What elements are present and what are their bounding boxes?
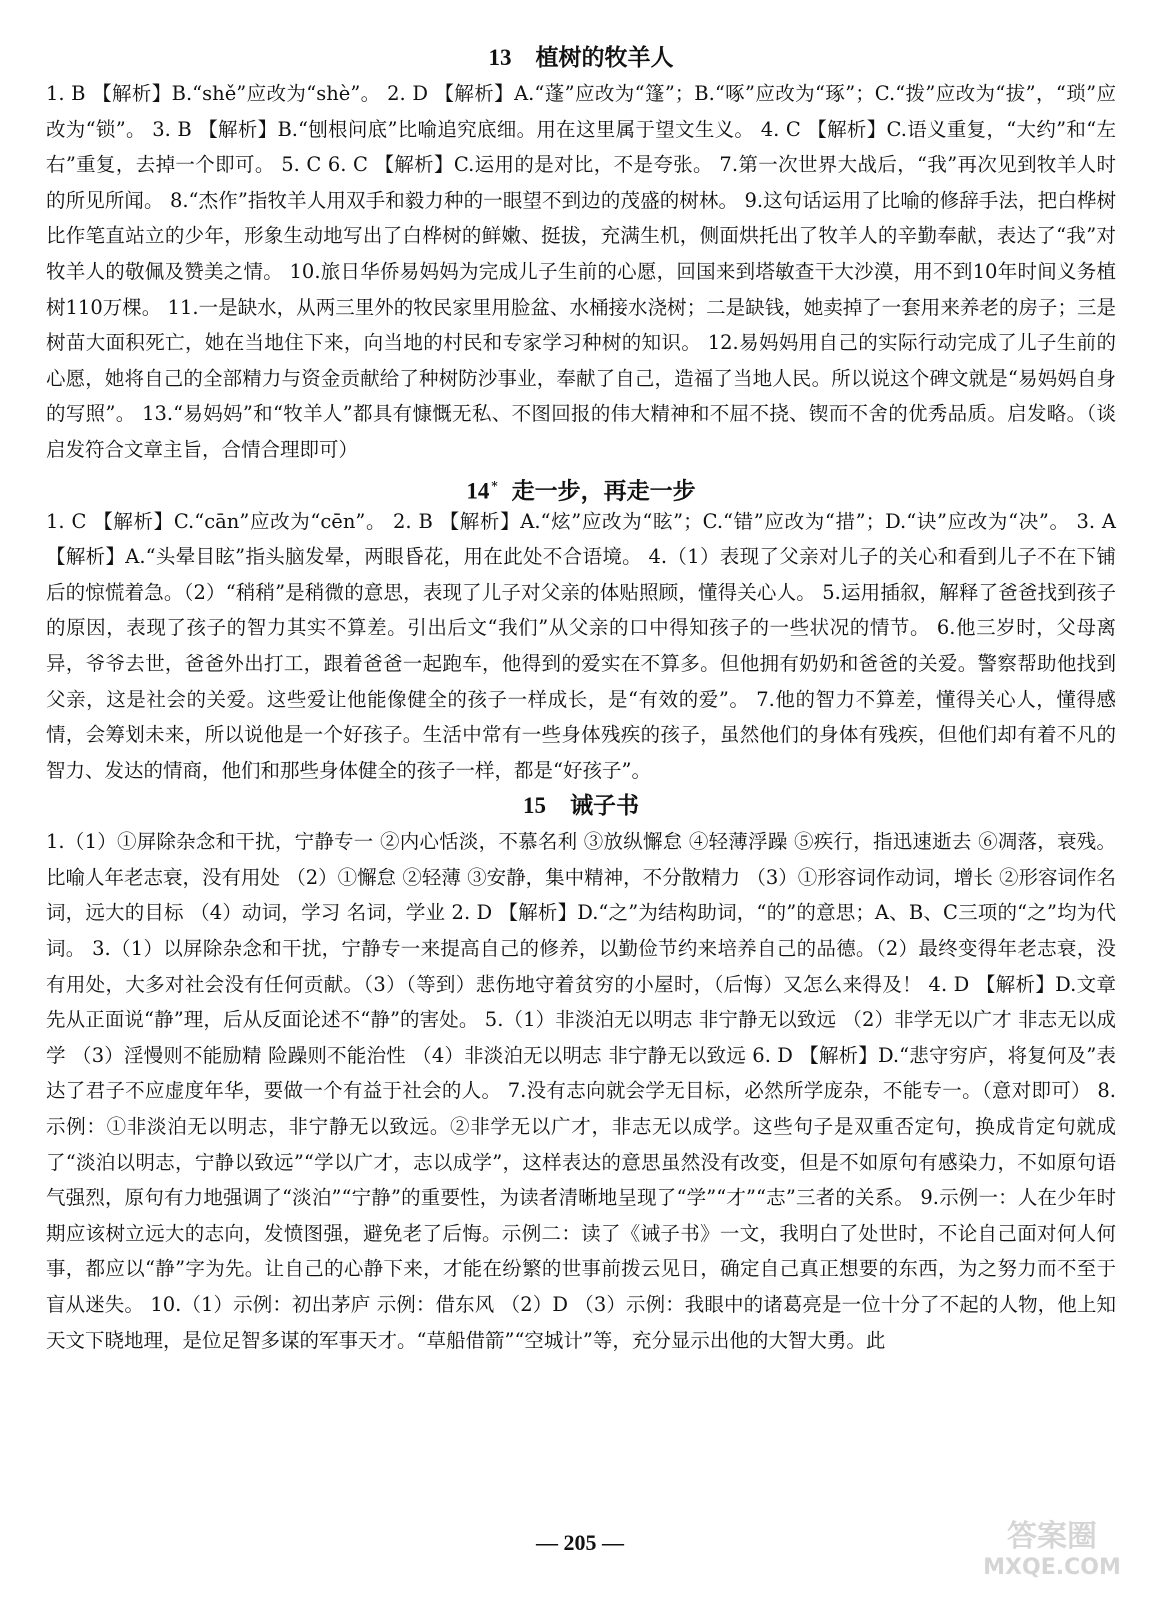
svg-text:MXQE.COM: MXQE.COM	[983, 1555, 1121, 1580]
section-14-answers: 1. C 【解析】C.“cān”应改为“cēn”。 2. B 【解析】A.“炫”应改为“眩”；C.“错”应改为“措”；D.“诀”应改为“决”。 3. A 【解析】A.“头晕目眩”指头脑发晕，两眼昏花，用在此处不合语境。 4.（1）表现了父亲对儿子的关心和看到儿子不在下铺后的惊慌着急。（2）“稍稍”是稍微的意思，表现了儿子对父亲的体贴照顾，懂得关心人。 5.运用插叙，解释了爸爸找到孩子的原因，表现了孩子的智力其实不算差。引出后文“我们”从父亲的口中得知孩子的一些状况的情节。 6.他三岁时，父母离异，爷爷去世，爸爸外出打工，跟着爸爸一起跑车，他得到的爱实在不算多。但他拥有奶奶和爸爸的关爱。警察帮助他找到父亲，这是社会的关爱。这些爱让他能像健全的孩子一样成长，是“有效的爱”。 7.他的智力不算差，懂得关心人，懂得感情，会筹划未来，所以说他是一个好孩子。生活中常有一些身体残疾的孩子，虽然他们的身体有残疾，但他们却有着不凡的智力、发达的情商，他们和那些身体健全的孩子一样，都是“好孩子”。	[46, 509, 1116, 782]
watermark-graphic	[972, 1512, 1132, 1582]
watermark-logo	[972, 1512, 1132, 1582]
section-15-heading: 诫子书	[570, 792, 639, 820]
section-15-number: 15	[523, 793, 546, 819]
svg-text:答案圈: 答案圈	[1007, 1519, 1097, 1554]
section-14-star: *	[491, 478, 498, 493]
section-14-heading: 走一步，再走一步	[511, 477, 696, 505]
section-13-title	[46, 40, 1116, 76]
section-15-answers: 1.（1）①屏除杂念和干扰，宁静专一 ②内心恬淡，不慕名利 ③放纵懈怠 ④轻薄浮躁 ⑤疾行，指迅速逝去 ⑥凋落，衰残。比喻人年老志衰，没有用处 （2）①懈怠 ②轻薄 ③安静，集中精神，不分散精力 （3）①形容词作动词，增长 ②形容词作名词，远大的目标 （4）动词，学习 名词，学业 2. D 【解析】D.“之”为结构助词，“的”的意思；A、B、C三项的“之”均为代词。 3.（1）以屏除杂念和干扰，宁静专一来提高自己的修养，以勤俭节约来培养自己的品德。（2）最终变得年老志衰，没有用处，大多对社会没有任何贡献。（3）（等到）悲伤地守着贫穷的小屋时，（后悔）又怎么来得及！ 4. D 【解析】D.文章先从正面说“静”理，后从反面论述不“静”的害处。 5.（1）非淡泊无以明志 非宁静无以致远 （2）非学无以广才 非志无以成学 （3）淫慢则不能励精 险躁则不能治性 （4）非淡泊无以明志 非宁静无以致远 6. D 【解析】D.“悲守穷庐，将复何及”表达了君子不应虚度年华，要做一个有益于社会的人。 7.没有志向就会学无目标，必然所学庞杂，不能专一。（意对即可） 8.示例：①非淡泊无以明志，非宁静无以致远。②非学无以广才，非志无以成学。这些句子是双重否定句，换成肯定句就成了“淡泊以明志，宁静以致远”“学以广才，志以成学”，这样表达的意思虽然没有改变，但是不如原句有感染力，不如原句语气强烈，原句有力地强调了“淡泊”“宁静”的重要性，为读者清晰地呈现了“学”“才”“志”三者的关系。 9.示例一：人在少年时期应该树立远大的志向，发愤图强，避免老了后悔。示例二：读了《诫子书》一文，我明白了处世时，不论自己面对何人何事，都应以“静”字为先。让自己的心静下来，才能在纷繁的世事前拨云见日，确定自己真正想要的东西，为之努力而不至于盲从迷失。 10.（1）示例：初出茅庐 示例：借东风 （2）D （3）示例：我眼中的诸葛亮是一位十分了不起的人物，他上知天文下晓地理，是位足智多谋的军事天才。“草船借箭”“空城计”等，充分显示出他的大智大勇。此	[46, 830, 1116, 1352]
section-13-answers: 1. B 【解析】B.“shě”应改为“shè”。 2. D 【解析】A.“蓬”应改为“篷”；B.“啄”应改为“琢”；C.“拨”应改为“拔”，“琐”应改为“锁”。 3. B 【解析】B.“刨根问底”比喻追究底细。用在这里属于望文生义。 4. C 【解析】C.语义重复，“大约”和“左右”重复，去掉一个即可。 5. C 6. C 【解析】C.运用的是对比，不是夸张。 7.第一次世界大战后，“我”再次见到牧羊人时的所见所闻。 8.“杰作”指牧羊人用双手和毅力种的一眼望不到边的茂盛的树林。 9.这句话运用了比喻的修辞手法，把白桦树比作笔直站立的少年，形象生动地写出了白桦树的鲜嫩、挺拔，充满生机，侧面烘托出了牧羊人的辛勤奉献，表达了“我”对牧羊人的敬佩及赞美之情。 10.旅日华侨易妈妈为完成儿子生前的心愿，回国来到塔敏查干大沙漠，用不到10年时间义务植树110万棵。 11.一是缺水，从两三里外的牧民家里用脸盆、水桶接水浇树；二是缺钱，她卖掉了一套用来养老的房子；三是树苗大面积死亡，她在当地住下来，向当地的村民和专家学习种树的知识。 12.易妈妈用自己的实际行动完成了儿子生前的心愿，她将自己的全部精力与资金贡献给了种树防沙事业，奉献了自己，造福了当地人民。所以说这个碑文就是“易妈妈自身的写照”。 13.“易妈妈”和“牧羊人”都具有慷慨无私、不图回报的伟大精神和不屈不挠、锲而不舍的优秀品质。启发略。（谈启发符合文章主旨，合情合理即可）	[46, 82, 1116, 461]
section-13-number: 13	[488, 45, 512, 70]
document-page	[46, 40, 1116, 1358]
section-14-number: 14	[466, 478, 490, 504]
page-number: — 205 —	[536, 1530, 624, 1555]
section-13-heading: 植树的牧羊人	[535, 44, 674, 71]
section-15-title	[46, 788, 1116, 824]
section-14-title	[46, 468, 1116, 504]
